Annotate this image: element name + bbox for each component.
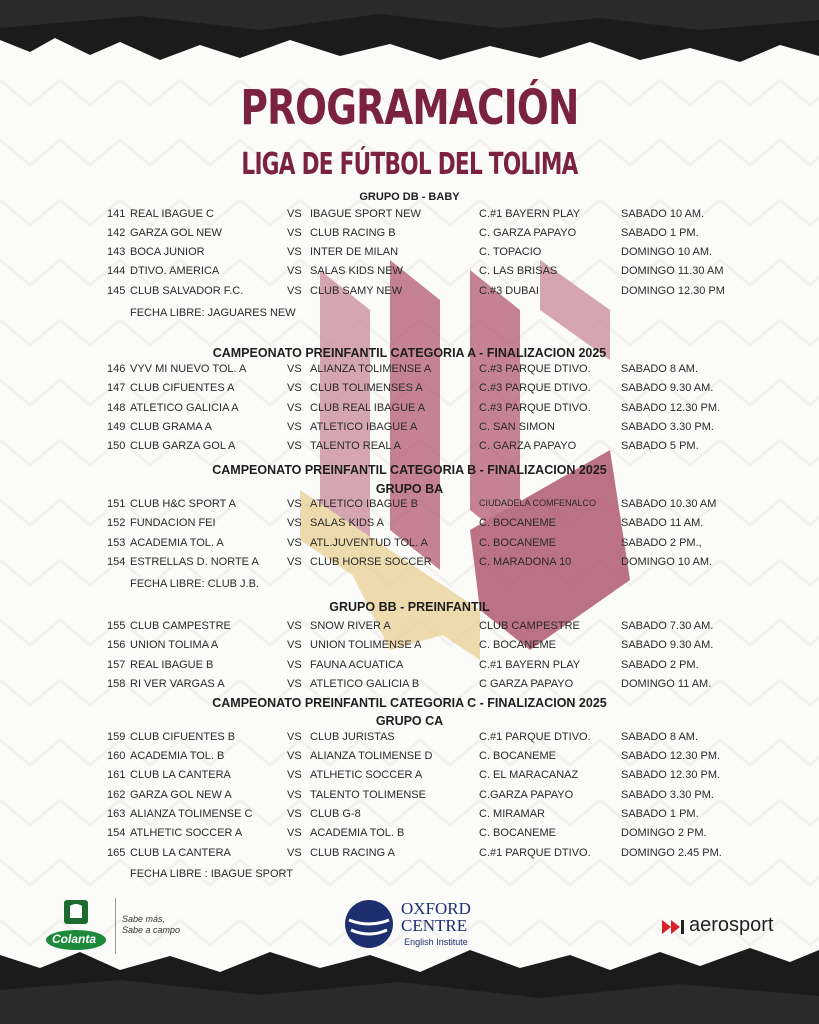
home-team: CLUB LA CANTERA [130, 769, 231, 781]
away-team: SALAS KIDS A [310, 517, 384, 529]
vs-label: VS [287, 208, 302, 220]
match-time: DOMINGO 12.30 PM [621, 285, 725, 297]
aerosport-name: aerosport [689, 914, 774, 936]
match-time: SABADO 12.30 PM. [621, 402, 721, 414]
home-team: ATLHETIC SOCCER A [130, 827, 243, 839]
home-team: CLUB GARZA GOL A [130, 440, 236, 452]
aerosport-logo [662, 914, 792, 940]
vs-label: VS [287, 265, 302, 277]
vs-label: VS [287, 731, 302, 743]
match-row [0, 402, 819, 420]
away-team: CLUB G-8 [310, 808, 361, 820]
away-team: INTER DE MILAN [310, 246, 399, 258]
match-row [0, 847, 819, 865]
colanta-tagline: Sabe más, [122, 914, 166, 924]
bye-note: FECHA LIBRE : IBAGUE SPORT [130, 868, 294, 880]
oxford-centre-logo [343, 898, 493, 954]
home-team: CLUB CIFUENTES B [130, 731, 236, 743]
vs-label: VS [287, 750, 302, 762]
match-number: 158 [107, 678, 126, 690]
home-team: ATLETICO GALICIA A [130, 402, 239, 414]
page-subtitle: LIGA DE FÚTBOL DEL TOLIMA [241, 147, 578, 182]
venue: C. BOCANEME [479, 639, 557, 651]
match-row [0, 827, 819, 845]
section-heading: GRUPO BB - PREINFANTIL [329, 600, 490, 614]
home-team: VYV MI NUEVO TOL. A [130, 363, 247, 375]
vs-label: VS [287, 827, 302, 839]
oxford-line2: CENTRE [401, 916, 468, 935]
venue: C. SAN SIMON [479, 421, 555, 433]
match-number: 145 [107, 285, 126, 297]
match-row [0, 363, 819, 381]
vs-label: VS [287, 440, 302, 452]
match-number: 149 [107, 421, 126, 433]
away-team: CLUB JURISTAS [310, 731, 395, 743]
venue: CIUDADELA COMFENALCO [479, 498, 597, 508]
oxford-line3: English Institute [404, 937, 468, 947]
home-team: CLUB CIFUENTES A [130, 382, 235, 394]
match-time: SABADO 7.30 AM. [621, 620, 714, 632]
match-number: 165 [107, 847, 126, 859]
match-time: DOMINGO 10 AM. [621, 556, 713, 568]
home-team: CLUB SALVADOR F.C. [130, 285, 244, 297]
home-team: CLUB CAMPESTRE [130, 620, 231, 632]
venue: C. EL MARACANAZ [479, 769, 579, 781]
away-team: CLUB TOLIMENSES A [310, 382, 423, 394]
venue: C. BOCANEME [479, 750, 557, 762]
away-team: ATLETICO IBAGUE A [310, 421, 418, 433]
vs-label: VS [287, 402, 302, 414]
match-number: 143 [107, 246, 126, 258]
bye-note: FECHA LIBRE: CLUB J.B. [130, 578, 259, 590]
venue: C. MARADONA 10 [479, 556, 572, 568]
match-time: SABADO 8 AM. [621, 363, 699, 375]
match-row [0, 440, 819, 458]
vs-label: VS [287, 659, 302, 671]
venue: C. BOCANEME [479, 537, 557, 549]
vs-label: VS [287, 421, 302, 433]
oxford-line1: OXFORD [401, 899, 471, 918]
match-time: SABADO 9.30 AM. [621, 382, 714, 394]
away-team: ATLETICO GALICIA B [310, 678, 420, 690]
match-number: 154 [107, 827, 126, 839]
match-time: DOMINGO 11 AM. [621, 678, 712, 690]
match-row [0, 498, 819, 516]
vs-label: VS [287, 537, 302, 549]
home-team: REAL IBAGUE B [130, 659, 214, 671]
colanta-tagline: Sabe a campo [122, 925, 181, 935]
match-time: SABADO 2 PM., [621, 537, 702, 549]
match-row [0, 750, 819, 768]
vs-label: VS [287, 227, 302, 239]
match-time: SABADO 12.30 PM. [621, 769, 721, 781]
away-team: ALIANZA TOLIMENSE A [310, 363, 432, 375]
section-heading: CAMPEONATO PREINFANTIL CATEGORIA C - FINALIZACION 2025 [212, 696, 607, 710]
match-time: SABADO 3.30 PM. [621, 421, 714, 433]
vs-label: VS [287, 847, 302, 859]
match-number: 161 [107, 769, 126, 781]
vs-label: VS [287, 639, 302, 651]
home-team: ALIANZA TOLIMENSE C [130, 808, 253, 820]
section-heading: CAMPEONATO PREINFANTIL CATEGORIA B - FINALIZACION 2025 [212, 463, 607, 477]
match-number: 146 [107, 363, 126, 375]
away-team: CLUB REAL IBAGUE A [310, 402, 426, 414]
vs-label: VS [287, 285, 302, 297]
venue: C.#3 DUBAI [479, 285, 539, 297]
venue: CLUB CAMPESTRE [479, 620, 580, 632]
vs-label: VS [287, 678, 302, 690]
home-team: CLUB GRAMA A [130, 421, 212, 433]
match-row [0, 421, 819, 439]
vs-label: VS [287, 246, 302, 258]
match-row [0, 639, 819, 657]
venue: C. LAS BRISAS [479, 265, 558, 277]
page-title: PROGRAMACIÓN [240, 80, 579, 136]
home-team: ESTRELLAS D. NORTE A [130, 556, 259, 568]
match-number: 152 [107, 517, 126, 529]
oxford-globe-icon [343, 898, 395, 950]
venue: C. MIRAMAR [479, 808, 545, 820]
match-number: 153 [107, 537, 126, 549]
match-number: 154 [107, 556, 126, 568]
match-time: SABADO 5 PM. [621, 440, 699, 452]
venue: C.#1 BAYERN PLAY [479, 208, 581, 220]
venue: C.#3 PARQUE DTIVO. [479, 382, 591, 394]
match-number: 156 [107, 639, 126, 651]
away-team: TALENTO TOLIMENSE [310, 789, 426, 801]
away-team: ALIANZA TOLIMENSE D [310, 750, 433, 762]
match-row [0, 769, 819, 787]
match-row [0, 808, 819, 826]
section-heading: GRUPO DB - BABY [359, 191, 460, 203]
match-row [0, 285, 819, 303]
match-time: DOMINGO 10 AM. [621, 246, 713, 258]
match-number: 151 [107, 498, 126, 510]
match-row [0, 620, 819, 638]
match-time: DOMINGO 11.30 AM [621, 265, 724, 277]
match-number: 142 [107, 227, 126, 239]
away-team: CLUB HORSE SOCCER [310, 556, 432, 568]
match-number: 163 [107, 808, 126, 820]
match-row [0, 382, 819, 400]
venue: C.#3 PARQUE DTIVO. [479, 363, 591, 375]
away-team: SNOW RIVER A [310, 620, 391, 632]
colanta-name: Colanta [52, 932, 97, 946]
match-time: SABADO 11 AM. [621, 517, 704, 529]
match-row [0, 731, 819, 749]
match-row [0, 789, 819, 807]
vs-label: VS [287, 556, 302, 568]
match-row [0, 265, 819, 283]
away-team: CLUB SAMY NEW [310, 285, 403, 297]
away-team: UNION TOLIMENSE A [310, 639, 422, 651]
venue: C.#3 PARQUE DTIVO. [479, 402, 591, 414]
match-time: SABADO 10 AM. [621, 208, 705, 220]
home-team: GARZA GOL NEW [130, 227, 222, 239]
section-heading: CAMPEONATO PREINFANTIL CATEGORIA A - FINALIZACION 2025 [212, 346, 607, 360]
match-row [0, 227, 819, 245]
match-time: SABADO 2 PM. [621, 659, 699, 671]
match-row [0, 537, 819, 555]
venue: C. GARZA PAPAYO [479, 227, 577, 239]
away-team: ATL.JUVENTUD TOL. A [310, 537, 428, 549]
match-number: 144 [107, 265, 126, 277]
match-time: SABADO 1 PM. [621, 227, 699, 239]
match-time: SABADO 10.30 AM [621, 498, 717, 510]
venue: C.#1 BAYERN PLAY [479, 659, 581, 671]
venue: C. TOPACIO [479, 246, 542, 258]
match-time: DOMINGO 2 PM. [621, 827, 707, 839]
away-team: IBAGUE SPORT NEW [310, 208, 421, 220]
vs-label: VS [287, 382, 302, 394]
match-number: 159 [107, 731, 126, 743]
match-time: DOMINGO 2.45 PM. [621, 847, 722, 859]
away-team: SALAS KIDS NEW [310, 265, 403, 277]
venue: C.#1 PARQUE DTIVO. [479, 847, 591, 859]
match-number: 157 [107, 659, 126, 671]
away-team: ATLETICO IBAGUE B [310, 498, 418, 510]
venue: C. BOCANEME [479, 827, 557, 839]
venue: C. GARZA PAPAYO [479, 440, 577, 452]
match-row [0, 208, 819, 226]
vs-label: VS [287, 808, 302, 820]
vs-label: VS [287, 498, 302, 510]
match-number: 150 [107, 440, 126, 452]
away-team: CLUB RACING B [310, 227, 396, 239]
home-team: ACADEMIA TOL. B [130, 750, 225, 762]
vs-label: VS [287, 620, 302, 632]
match-row [0, 556, 819, 574]
match-row [0, 678, 819, 696]
match-time: SABADO 9.30 AM. [621, 639, 714, 651]
section-heading: GRUPO CA [375, 714, 444, 728]
section-heading: GRUPO BA [375, 482, 444, 496]
match-time: SABADO 8 AM. [621, 731, 699, 743]
home-team: ACADEMIA TOL. A [130, 537, 224, 549]
match-row [0, 659, 819, 677]
match-time: SABADO 1 PM. [621, 808, 699, 820]
home-team: CLUB LA CANTERA [130, 847, 231, 859]
home-team: REAL IBAGUE C [130, 208, 214, 220]
home-team: GARZA GOL NEW A [130, 789, 232, 801]
venue: C.GARZA PAPAYO [479, 789, 574, 801]
match-row [0, 246, 819, 264]
away-team: CLUB RACING A [310, 847, 395, 859]
fast-forward-icon [662, 918, 688, 936]
match-number: 147 [107, 382, 126, 394]
match-row [0, 517, 819, 535]
home-team: BOCA JUNIOR [130, 246, 205, 258]
venue: C.#1 PARQUE DTIVO. [479, 731, 591, 743]
away-team: FAUNA ACUATICA [310, 659, 404, 671]
away-team: ATLHETIC SOCCER A [310, 769, 423, 781]
match-time: SABADO 12.30 PM. [621, 750, 721, 762]
venue: C. BOCANEME [479, 517, 557, 529]
match-number: 148 [107, 402, 126, 414]
vs-label: VS [287, 517, 302, 529]
colanta-logo [42, 898, 192, 958]
away-team: TALENTO REAL A [310, 440, 401, 452]
match-number: 162 [107, 789, 126, 801]
vs-label: VS [287, 363, 302, 375]
venue: C GARZA PAPAYO [479, 678, 574, 690]
home-team: UNION TOLIMA A [130, 639, 219, 651]
home-team: RI VER VARGAS A [130, 678, 225, 690]
match-time: SABADO 3.30 PM. [621, 789, 714, 801]
home-team: FUNDACION FEI [130, 517, 216, 529]
home-team: DTIVO. AMERICA [130, 265, 220, 277]
match-number: 160 [107, 750, 126, 762]
match-number: 141 [107, 208, 126, 220]
away-team: ACADEMIA TOL. B [310, 827, 405, 839]
home-team: CLUB H&C SPORT A [130, 498, 236, 510]
match-number: 155 [107, 620, 126, 632]
vs-label: VS [287, 789, 302, 801]
vs-label: VS [287, 769, 302, 781]
bye-note: FECHA LIBRE: JAGUARES NEW [130, 307, 296, 319]
